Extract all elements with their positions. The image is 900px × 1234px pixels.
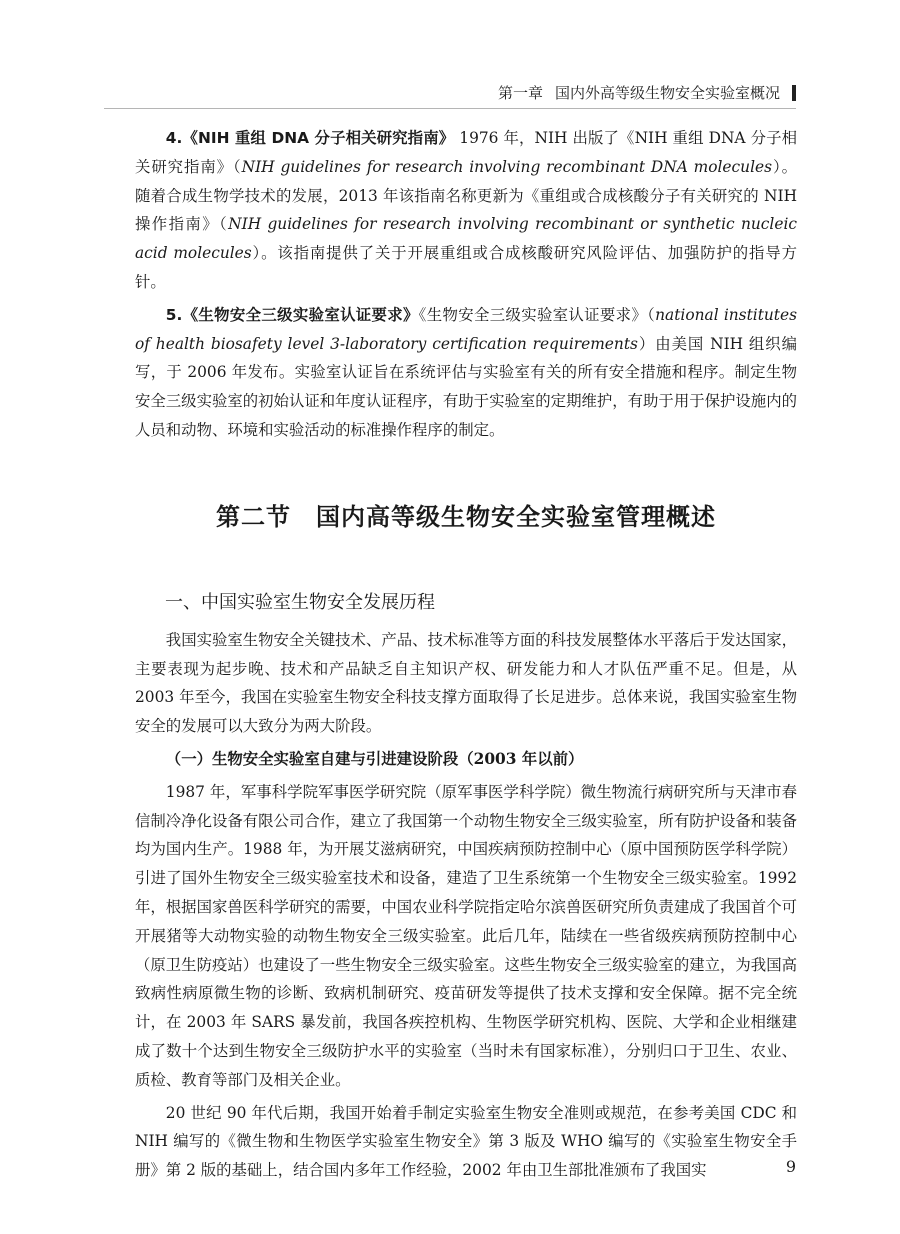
heading-level-1: 一、中国实验室生物安全发展历程 bbox=[165, 591, 435, 613]
heading-level-2: （一）生物安全实验室自建与引进建设阶段（2003 年以前） bbox=[165, 749, 584, 768]
item-5-paragraph: 5.《生物安全三级实验室认证要求》《生物安全三级实验室认证要求》（national institutes of health biosafety level 3-laboratory certification requirements）由美国 NIH 组织编写，于 2006 年发布。实验室认证旨在系统评估与实验室有关的所有安全措施和程序。制定生物安全三级实验室的初始认证和年度认证程序，有助于实验室的定期维护，有助于用于保护设施内的人员和动物、环境和实验活动的标准操作程序的制定。 bbox=[135, 305, 797, 439]
running-header bbox=[498, 82, 796, 103]
header-rule bbox=[104, 108, 796, 109]
chapter-title: 国内外高等级生物安全实验室概况 bbox=[554, 84, 780, 102]
item-4-label: 4.《NIH 重组 DNA 分子相关研究指南》 bbox=[165, 129, 455, 147]
chapter-label: 第一章 bbox=[497, 84, 543, 102]
section-title: 第二节 国内高等级生物安全实验室管理概述 bbox=[216, 501, 716, 531]
history-paragraph-1987: 1987 年，军事科学院军事医学研究院（原军事医学科学院）微生物流行病研究所与天津市春信制冷净化设备有限公司合作，建立了我国第一个动物生物安全三级实验室，所有防护设备和装备均为国内生产。1988 年，为开展艾滋病研究，中国疾病预防控制中心（原中国预防医学科学院）引进了国外生物安全三级实验室技术和设备，建造了卫生系统第一个生物安全三级实验室。1992 年，根据国家兽医科学研究的需要，中国农业科学院指定哈尔滨兽医研究所负责建成了我国首个可开展猪等大动物实验的动物生物安全三级实验室。此后几年，陆续在一些省级疾病预防控制中心（原卫生防疫站）也建设了一些生物安全三级实验室。这些生物安全三级实验室的建立，为我国高致病性病原微生物的诊断、致病机制研究、疫苗研发等提供了技术支撑和安全保障。据不完全统计，在 2003 年 SARS 暴发前，我国各疾控机构、生物医学研究机构、医院、大学和企业相继建成了数十个达到生物安全三级防护水平的实验室（当时未有国家标准），分别归口于卫生、农业、质检、教育等部门及相关企业。 bbox=[135, 782, 797, 1089]
history-paragraph-1990s: 20 世纪 90 年代后期，我国开始着手制定实验室生物安全准则或规范，在参考美国 CDC 和 NIH 编写的《微生物和生物医学实验室生物安全》第 3 版及 WHO 编写的《实验室生物安全手册》第 2 版的基础上，结合国内多年工作经验，2002 年由卫生部批准颁布了我国实 bbox=[135, 1103, 797, 1180]
intro-paragraph: 我国实验室生物安全关键技术、产品、技术标准等方面的科技发展整体水平落后于发达国家，主要表现为起步晚、技术和产品缺乏自主知识产权、研发能力和人才队伍严重不足。但是，从 2003 年至今，我国在实验室生物安全科技支撑方面取得了长足进步。总体来说，我国实验室生物安全的发展可以大致分为两大阶段。 bbox=[135, 630, 797, 736]
page-number: 9 bbox=[785, 1157, 796, 1176]
header-bar-decoration bbox=[792, 85, 796, 101]
item-4-paragraph: 4.《NIH 重组 DNA 分子相关研究指南》 1976 年，NIH 出版了《NIH 重组 DNA 分子相关研究指南》（NIH guidelines for research involving recombinant DNA molecules）。随着合成生物学技术的发展，2013 年该指南名称更新为《重组或合成核酸分子有关研究的 NIH 操作指南》（NIH guidelines for research involving recombinant or synthetic nucleic acid molecules）。该指南提供了关于开展重组或合成核酸研究风险评估、加强防护的指导方针。 bbox=[135, 129, 797, 291]
item-5-label: 5.《生物安全三级实验室认证要求》 bbox=[165, 305, 419, 324]
page-body bbox=[135, 124, 797, 1189]
